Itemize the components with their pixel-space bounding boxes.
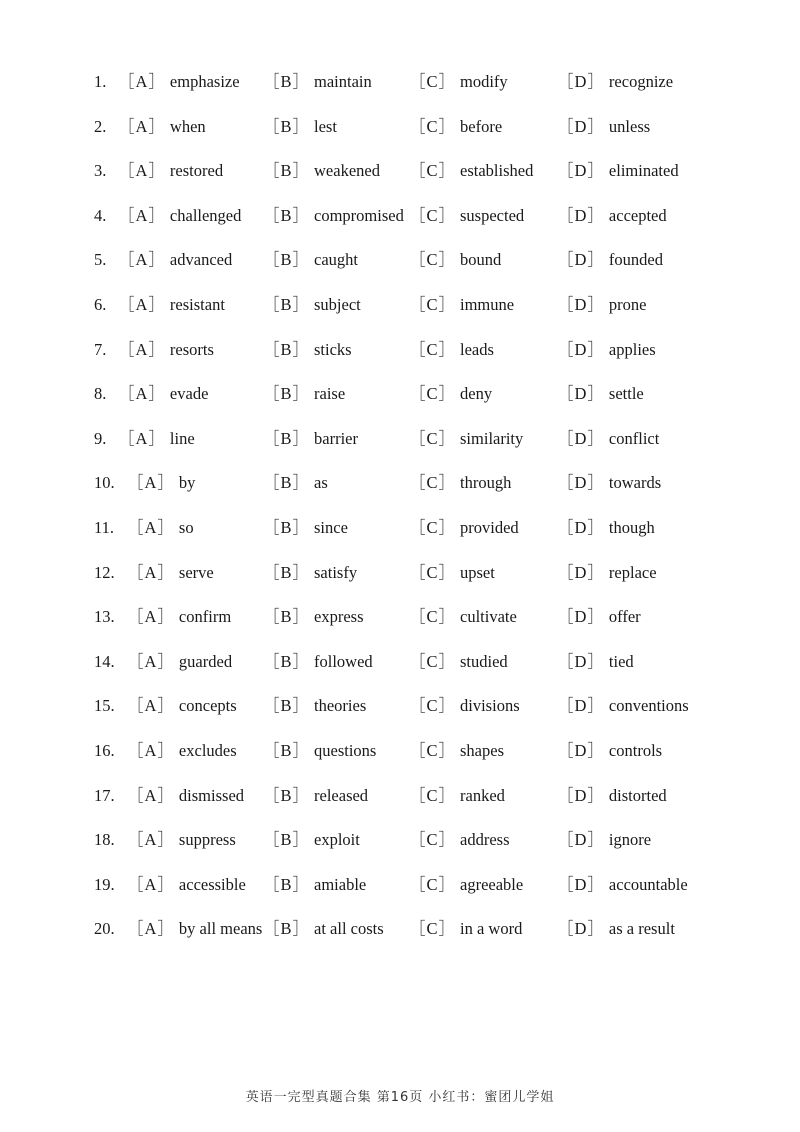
option-a xyxy=(127,506,194,551)
option-letter: ［B］ xyxy=(263,651,311,671)
option-c xyxy=(409,684,520,729)
option-c xyxy=(409,461,511,506)
option-text: bound xyxy=(460,250,502,270)
option-text: address xyxy=(460,830,510,850)
question-number: 10. xyxy=(94,473,115,493)
option-letter: ［C］ xyxy=(409,517,457,537)
option-text: cultivate xyxy=(460,607,517,627)
option-a xyxy=(118,60,240,105)
option-text: guarded xyxy=(178,651,233,671)
option-text: maintain xyxy=(314,72,372,91)
question-number: 19. xyxy=(94,874,115,894)
option-text: express xyxy=(314,607,364,627)
option-letter: ［B］ xyxy=(263,517,311,537)
question-row xyxy=(0,863,800,908)
option-text: challenged xyxy=(169,205,242,225)
option-letter: ［B］ xyxy=(263,607,311,627)
option-letter: ［B］ xyxy=(263,919,311,939)
option-text: resorts xyxy=(169,339,214,359)
option-text: conventions xyxy=(608,696,689,716)
option-text: accountable xyxy=(608,874,688,894)
option-b xyxy=(263,328,352,373)
question-number: 1. xyxy=(94,72,107,91)
option-letter: ［A］ xyxy=(127,517,175,537)
option-c xyxy=(409,194,524,239)
option-text: unless xyxy=(608,116,651,136)
option-letter: ［C］ xyxy=(409,473,457,493)
option-letter: ［B］ xyxy=(263,785,311,805)
option-letter: ［D］ xyxy=(557,72,605,91)
option-letter: ［A］ xyxy=(118,250,166,270)
option-text: ranked xyxy=(460,785,505,805)
option-text: founded xyxy=(608,250,663,270)
option-letter: ［D］ xyxy=(557,161,605,181)
option-text: settle xyxy=(608,384,644,404)
option-text: recognize xyxy=(608,72,674,91)
option-d xyxy=(557,907,675,952)
question-row xyxy=(0,238,800,283)
option-d xyxy=(557,105,650,150)
option-letter: ［A］ xyxy=(127,651,175,671)
option-letter: ［C］ xyxy=(409,919,457,939)
option-text: released xyxy=(314,785,369,805)
option-text: compromised xyxy=(314,205,404,225)
option-letter: ［C］ xyxy=(409,250,457,270)
option-text: by xyxy=(178,473,196,493)
option-b xyxy=(263,551,357,596)
question-row xyxy=(0,105,800,150)
question-row xyxy=(0,774,800,819)
option-text: restored xyxy=(169,161,224,181)
option-letter: ［A］ xyxy=(118,339,166,359)
question-row xyxy=(0,417,800,462)
option-text: raise xyxy=(314,384,346,404)
option-text: through xyxy=(460,473,512,493)
option-d xyxy=(557,328,656,373)
option-text: evade xyxy=(169,384,209,404)
option-text: immune xyxy=(460,294,515,314)
option-letter: ［D］ xyxy=(557,785,605,805)
option-c xyxy=(409,595,517,640)
option-text: prone xyxy=(608,294,647,314)
option-letter: ［C］ xyxy=(409,72,457,91)
option-text: questions xyxy=(314,740,377,760)
option-letter: ［A］ xyxy=(118,72,166,91)
option-text: since xyxy=(314,517,348,537)
page-footer: 英语一完型真题合集 第16页 小红书：蜜团儿学姐 xyxy=(245,1090,555,1105)
option-text: replace xyxy=(608,562,657,582)
option-a xyxy=(118,105,206,150)
question-list xyxy=(0,60,800,952)
option-letter: ［C］ xyxy=(409,740,457,760)
option-letter: ［C］ xyxy=(409,651,457,671)
question-number: 13. xyxy=(94,607,115,627)
option-text: at all costs xyxy=(314,919,384,939)
option-letter: ［B］ xyxy=(263,473,311,493)
question-row xyxy=(0,283,800,328)
question-number: 16. xyxy=(94,740,115,760)
option-text: applies xyxy=(608,339,656,359)
question-row xyxy=(0,60,800,105)
option-a xyxy=(127,729,237,774)
option-a xyxy=(127,551,214,596)
question-number: 12. xyxy=(94,562,115,582)
option-letter: ［A］ xyxy=(127,473,175,493)
option-letter: ［D］ xyxy=(557,919,605,939)
question-number: 6. xyxy=(94,294,107,314)
option-text: deny xyxy=(460,384,493,404)
option-letter: ［D］ xyxy=(557,384,605,404)
option-d xyxy=(557,684,689,729)
option-text: shapes xyxy=(460,740,505,760)
option-b xyxy=(263,461,328,506)
option-a xyxy=(118,372,208,417)
option-b xyxy=(263,194,404,239)
option-text: theories xyxy=(314,696,367,716)
option-text: eliminated xyxy=(608,161,679,181)
option-letter: ［A］ xyxy=(127,607,175,627)
option-d xyxy=(557,283,647,328)
option-d xyxy=(557,194,667,239)
option-c xyxy=(409,60,508,105)
option-letter: ［D］ xyxy=(557,116,605,136)
option-d xyxy=(557,551,657,596)
option-text: satisfy xyxy=(314,562,358,582)
option-letter: ［B］ xyxy=(263,250,311,270)
option-text: weakened xyxy=(314,161,380,181)
option-a xyxy=(118,283,225,328)
question-row xyxy=(0,818,800,863)
option-text: by all means xyxy=(178,919,263,939)
question-row xyxy=(0,372,800,417)
option-letter: ［D］ xyxy=(557,562,605,582)
option-text: upset xyxy=(460,562,495,582)
option-c xyxy=(409,149,533,194)
option-letter: ［B］ xyxy=(263,205,311,225)
option-text: as a result xyxy=(608,919,675,939)
option-b xyxy=(263,729,376,774)
option-letter: ［D］ xyxy=(557,607,605,627)
option-text: advanced xyxy=(169,250,233,270)
option-text: when xyxy=(169,116,206,136)
option-b xyxy=(263,60,372,105)
option-text: as xyxy=(314,473,328,493)
option-b xyxy=(263,105,337,150)
option-letter: ［D］ xyxy=(557,428,605,448)
option-text: divisions xyxy=(460,696,520,716)
option-text: suppress xyxy=(178,830,236,850)
option-b xyxy=(263,818,360,863)
question-row xyxy=(0,149,800,194)
option-letter: ［D］ xyxy=(557,517,605,537)
option-letter: ［D］ xyxy=(557,696,605,716)
option-c xyxy=(409,551,495,596)
question-row xyxy=(0,640,800,685)
option-letter: ［B］ xyxy=(263,740,311,760)
option-letter: ［C］ xyxy=(409,428,457,448)
option-a xyxy=(118,417,195,462)
question-number: 9. xyxy=(94,428,107,448)
question-row xyxy=(0,684,800,729)
option-letter: ［D］ xyxy=(557,874,605,894)
option-d xyxy=(557,774,667,819)
option-text: provided xyxy=(460,517,519,537)
option-letter: ［A］ xyxy=(127,830,175,850)
question-number: 20. xyxy=(94,919,115,939)
option-letter: ［D］ xyxy=(557,740,605,760)
option-text: accepted xyxy=(608,205,667,225)
option-a xyxy=(127,640,232,685)
option-letter: ［A］ xyxy=(118,161,166,181)
option-letter: ［B］ xyxy=(263,696,311,716)
option-letter: ［D］ xyxy=(557,205,605,225)
question-number: 18. xyxy=(94,830,115,850)
option-a xyxy=(118,194,241,239)
option-text: ignore xyxy=(608,830,652,850)
option-letter: ［C］ xyxy=(409,830,457,850)
option-text: distorted xyxy=(608,785,667,805)
option-d xyxy=(557,461,661,506)
option-a xyxy=(127,774,244,819)
option-a xyxy=(127,461,195,506)
option-letter: ［D］ xyxy=(557,651,605,671)
option-letter: ［B］ xyxy=(263,72,311,91)
option-letter: ［C］ xyxy=(409,294,457,314)
option-text: lest xyxy=(314,116,337,136)
option-d xyxy=(557,863,688,908)
option-c xyxy=(409,105,502,150)
option-text: towards xyxy=(608,473,662,493)
option-b xyxy=(263,863,366,908)
option-letter: ［A］ xyxy=(127,919,175,939)
option-c xyxy=(409,863,523,908)
option-letter: ［A］ xyxy=(127,740,175,760)
option-text: similarity xyxy=(460,428,524,448)
option-b xyxy=(263,506,348,551)
option-letter: ［C］ xyxy=(409,161,457,181)
option-b xyxy=(263,907,384,952)
option-a xyxy=(127,595,231,640)
option-letter: ［D］ xyxy=(557,294,605,314)
question-row xyxy=(0,729,800,774)
option-c xyxy=(409,372,492,417)
option-text: exploit xyxy=(314,830,360,850)
option-text: excludes xyxy=(178,740,237,760)
option-letter: ［C］ xyxy=(409,696,457,716)
option-b xyxy=(263,283,361,328)
option-letter: ［A］ xyxy=(127,874,175,894)
option-letter: ［C］ xyxy=(409,607,457,627)
option-text: emphasize xyxy=(169,72,240,91)
option-d xyxy=(557,595,641,640)
option-text: offer xyxy=(608,607,641,627)
option-text: serve xyxy=(178,562,214,582)
option-text: before xyxy=(460,116,503,136)
question-number: 4. xyxy=(94,205,107,225)
option-text: amiable xyxy=(314,874,367,894)
option-letter: ［C］ xyxy=(409,205,457,225)
option-d xyxy=(557,238,663,283)
option-b xyxy=(263,774,368,819)
option-a xyxy=(127,684,237,729)
option-letter: ［C］ xyxy=(409,116,457,136)
option-text: suspected xyxy=(460,205,525,225)
option-letter: ［B］ xyxy=(263,161,311,181)
option-text: in a word xyxy=(460,919,523,939)
option-letter: ［C］ xyxy=(409,339,457,359)
option-b xyxy=(263,684,366,729)
option-text: modify xyxy=(460,72,508,91)
option-c xyxy=(409,729,504,774)
question-row xyxy=(0,506,800,551)
option-text: caught xyxy=(314,250,358,270)
option-d xyxy=(557,372,644,417)
option-b xyxy=(263,640,373,685)
option-a xyxy=(118,238,232,283)
option-b xyxy=(263,149,380,194)
question-row xyxy=(0,907,800,952)
option-a xyxy=(127,907,262,952)
option-letter: ［D］ xyxy=(557,473,605,493)
option-d xyxy=(557,640,634,685)
option-a xyxy=(118,328,214,373)
option-text: established xyxy=(460,161,534,181)
option-text: though xyxy=(608,517,655,537)
option-letter: ［B］ xyxy=(263,830,311,850)
option-d xyxy=(557,506,655,551)
option-letter: ［B］ xyxy=(263,339,311,359)
option-letter: ［C］ xyxy=(409,562,457,582)
option-letter: ［A］ xyxy=(127,696,175,716)
option-letter: ［A］ xyxy=(118,294,166,314)
option-letter: ［A］ xyxy=(118,205,166,225)
option-letter: ［A］ xyxy=(127,562,175,582)
option-text: concepts xyxy=(178,696,237,716)
question-row xyxy=(0,328,800,373)
option-text: so xyxy=(178,517,194,537)
question-number: 11. xyxy=(94,517,115,537)
option-text: conflict xyxy=(608,428,660,448)
question-number: 3. xyxy=(94,161,107,181)
question-number: 5. xyxy=(94,250,107,270)
option-c xyxy=(409,283,514,328)
option-letter: ［C］ xyxy=(409,384,457,404)
option-a xyxy=(127,863,246,908)
option-letter: ［B］ xyxy=(263,428,311,448)
question-row xyxy=(0,595,800,640)
option-c xyxy=(409,328,494,373)
option-c xyxy=(409,907,522,952)
option-a xyxy=(118,149,223,194)
option-b xyxy=(263,238,358,283)
option-text: sticks xyxy=(314,339,352,359)
question-number: 2. xyxy=(94,116,107,136)
question-row xyxy=(0,461,800,506)
question-number: 15. xyxy=(94,696,115,716)
option-text: line xyxy=(169,428,195,448)
option-text: barrier xyxy=(314,428,358,448)
option-text: agreeable xyxy=(460,874,524,894)
option-letter: ［B］ xyxy=(263,294,311,314)
option-b xyxy=(263,595,364,640)
option-text: followed xyxy=(314,651,373,671)
option-letter: ［D］ xyxy=(557,250,605,270)
option-text: subject xyxy=(314,294,361,314)
option-b xyxy=(263,372,345,417)
question-number: 17. xyxy=(94,785,115,805)
option-letter: ［D］ xyxy=(557,339,605,359)
option-d xyxy=(557,818,651,863)
option-c xyxy=(409,417,523,462)
option-text: resistant xyxy=(169,294,225,314)
question-number: 14. xyxy=(94,651,115,671)
option-letter: ［A］ xyxy=(127,785,175,805)
option-letter: ［B］ xyxy=(263,874,311,894)
option-c xyxy=(409,774,505,819)
option-letter: ［A］ xyxy=(118,428,166,448)
option-d xyxy=(557,417,659,462)
question-row xyxy=(0,194,800,239)
option-text: confirm xyxy=(178,607,232,627)
option-letter: ［B］ xyxy=(263,562,311,582)
option-c xyxy=(409,640,508,685)
option-c xyxy=(409,238,501,283)
option-d xyxy=(557,149,679,194)
option-c xyxy=(409,506,519,551)
option-c xyxy=(409,818,510,863)
option-letter: ［D］ xyxy=(557,830,605,850)
option-letter: ［B］ xyxy=(263,384,311,404)
question-number: 7. xyxy=(94,339,107,359)
option-b xyxy=(263,417,358,462)
option-d xyxy=(557,729,662,774)
option-text: tied xyxy=(608,651,634,671)
option-d xyxy=(557,60,673,105)
option-letter: ［A］ xyxy=(118,116,166,136)
option-letter: ［C］ xyxy=(409,874,457,894)
option-text: dismissed xyxy=(178,785,245,805)
option-text: accessible xyxy=(178,874,246,894)
question-number: 8. xyxy=(94,384,107,404)
option-a xyxy=(127,818,236,863)
option-text: studied xyxy=(460,651,508,671)
option-text: leads xyxy=(460,339,494,359)
option-letter: ［B］ xyxy=(263,116,311,136)
option-letter: ［C］ xyxy=(409,785,457,805)
option-letter: ［A］ xyxy=(118,384,166,404)
question-row xyxy=(0,551,800,596)
option-text: controls xyxy=(608,740,663,760)
